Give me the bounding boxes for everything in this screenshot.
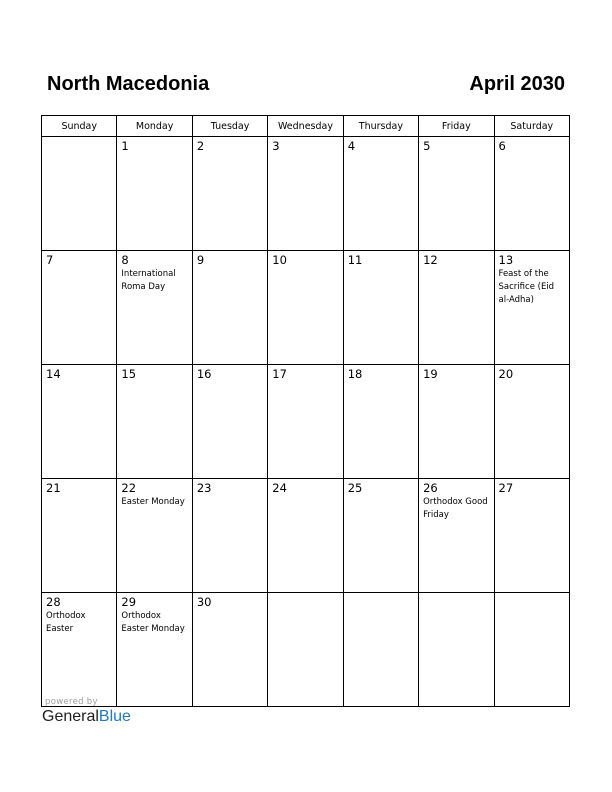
day-number: 3: [272, 139, 280, 153]
day-number: 17: [272, 367, 287, 381]
day-number: 1: [121, 139, 129, 153]
calendar-day-cell: [419, 251, 494, 365]
brand-blue-text: Blue: [98, 708, 131, 725]
calendar-day-cell: [343, 251, 418, 365]
calendar-week-row: [42, 365, 570, 479]
calendar-day-cell: [494, 251, 569, 365]
holiday-label: International Roma Day: [121, 269, 176, 292]
calendar-day-cell: [192, 251, 267, 365]
day-number: 13: [498, 253, 514, 267]
calendar-day-cell: [192, 137, 267, 251]
weekday-header: Sunday: [42, 116, 117, 137]
powered-by-text: powered by: [45, 697, 98, 707]
day-number: 14: [46, 367, 61, 381]
day-number: 9: [196, 253, 205, 267]
holiday-label: Orthodox Easter: [46, 611, 86, 634]
calendar-day-cell: [419, 479, 494, 593]
calendar-day-cell: [42, 251, 117, 365]
weekday-header-row: [42, 116, 570, 137]
calendar-day-cell: [117, 479, 192, 593]
calendar-day-cell: [42, 479, 117, 593]
calendar-day-cell: [117, 593, 192, 707]
day-number: 28: [46, 595, 61, 609]
holiday-label: Feast of the Sacrifice (Eid al-Adha): [498, 269, 555, 305]
day-number: 10: [272, 253, 287, 267]
brand-general-text: General: [42, 708, 99, 725]
day-number: 23: [196, 481, 212, 495]
calendar-day-cell: [268, 479, 343, 593]
day-number: 29: [121, 595, 137, 609]
day-number: 19: [423, 367, 438, 381]
calendar-day-cell: [419, 365, 494, 479]
calendar-week-row: [42, 137, 570, 251]
calendar-grid: [41, 115, 570, 707]
day-number: 6: [498, 139, 506, 153]
calendar-day-cell: [268, 593, 343, 707]
weekday-header: Saturday: [494, 116, 569, 137]
day-number: 15: [121, 367, 137, 381]
calendar-day-cell: [192, 365, 267, 479]
calendar-day-cell: [494, 593, 569, 707]
calendar-day-cell: [192, 593, 267, 707]
weekday-header: Thursday: [343, 116, 418, 137]
calendar-day-cell: [117, 251, 192, 365]
day-number: 22: [121, 481, 137, 495]
calendar-day-cell: [268, 365, 343, 479]
holiday-label: Easter Monday: [121, 497, 185, 507]
holiday-label: Orthodox Easter Monday: [121, 611, 185, 634]
calendar-day-cell: [494, 365, 569, 479]
day-number: 27: [498, 481, 514, 495]
calendar-day-cell: [117, 365, 192, 479]
calendar-day-cell: [343, 593, 418, 707]
weekday-header: Wednesday: [268, 116, 343, 137]
calendar-day-cell: [419, 593, 494, 707]
day-number: 12: [423, 253, 438, 267]
day-number: 5: [423, 139, 431, 153]
weekday-header: Tuesday: [192, 116, 267, 137]
calendar-day-cell: [117, 137, 192, 251]
day-number: 26: [423, 481, 438, 495]
day-number: 11: [347, 253, 363, 267]
day-number: 25: [347, 481, 363, 495]
day-number: 16: [196, 367, 212, 381]
calendar-day-cell: [192, 479, 267, 593]
day-number: 18: [347, 367, 363, 381]
holiday-label: Orthodox Good Friday: [423, 497, 488, 520]
calendar-day-cell: [42, 593, 117, 707]
weekday-header: Monday: [117, 116, 192, 137]
country-title: North Macedonia: [47, 73, 210, 95]
day-number: 7: [46, 253, 54, 267]
calendar-day-cell: [343, 365, 418, 479]
day-number: 30: [196, 595, 212, 609]
calendar-week-row: [42, 593, 570, 707]
calendar-day-cell: [343, 479, 418, 593]
day-number: 24: [272, 481, 287, 495]
calendar-day-cell: [494, 479, 569, 593]
generalblue-logo[interactable]: [42, 707, 131, 727]
calendar-day-cell: [494, 137, 569, 251]
calendar-day-cell: [343, 137, 418, 251]
day-number: 21: [46, 481, 61, 495]
calendar-day-cell: [419, 137, 494, 251]
month-year-title: April 2030: [469, 73, 565, 95]
day-number: 4: [347, 139, 356, 153]
calendar-week-row: [42, 251, 570, 365]
weekday-header: Friday: [419, 116, 494, 137]
calendar-day-cell: [42, 365, 117, 479]
calendar-day-cell: [268, 251, 343, 365]
calendar-day-cell: [42, 137, 117, 251]
day-number: 20: [498, 367, 514, 381]
day-number: 8: [121, 253, 129, 267]
calendar-day-cell: [268, 137, 343, 251]
calendar-week-row: [42, 479, 570, 593]
day-number: 2: [196, 139, 205, 153]
